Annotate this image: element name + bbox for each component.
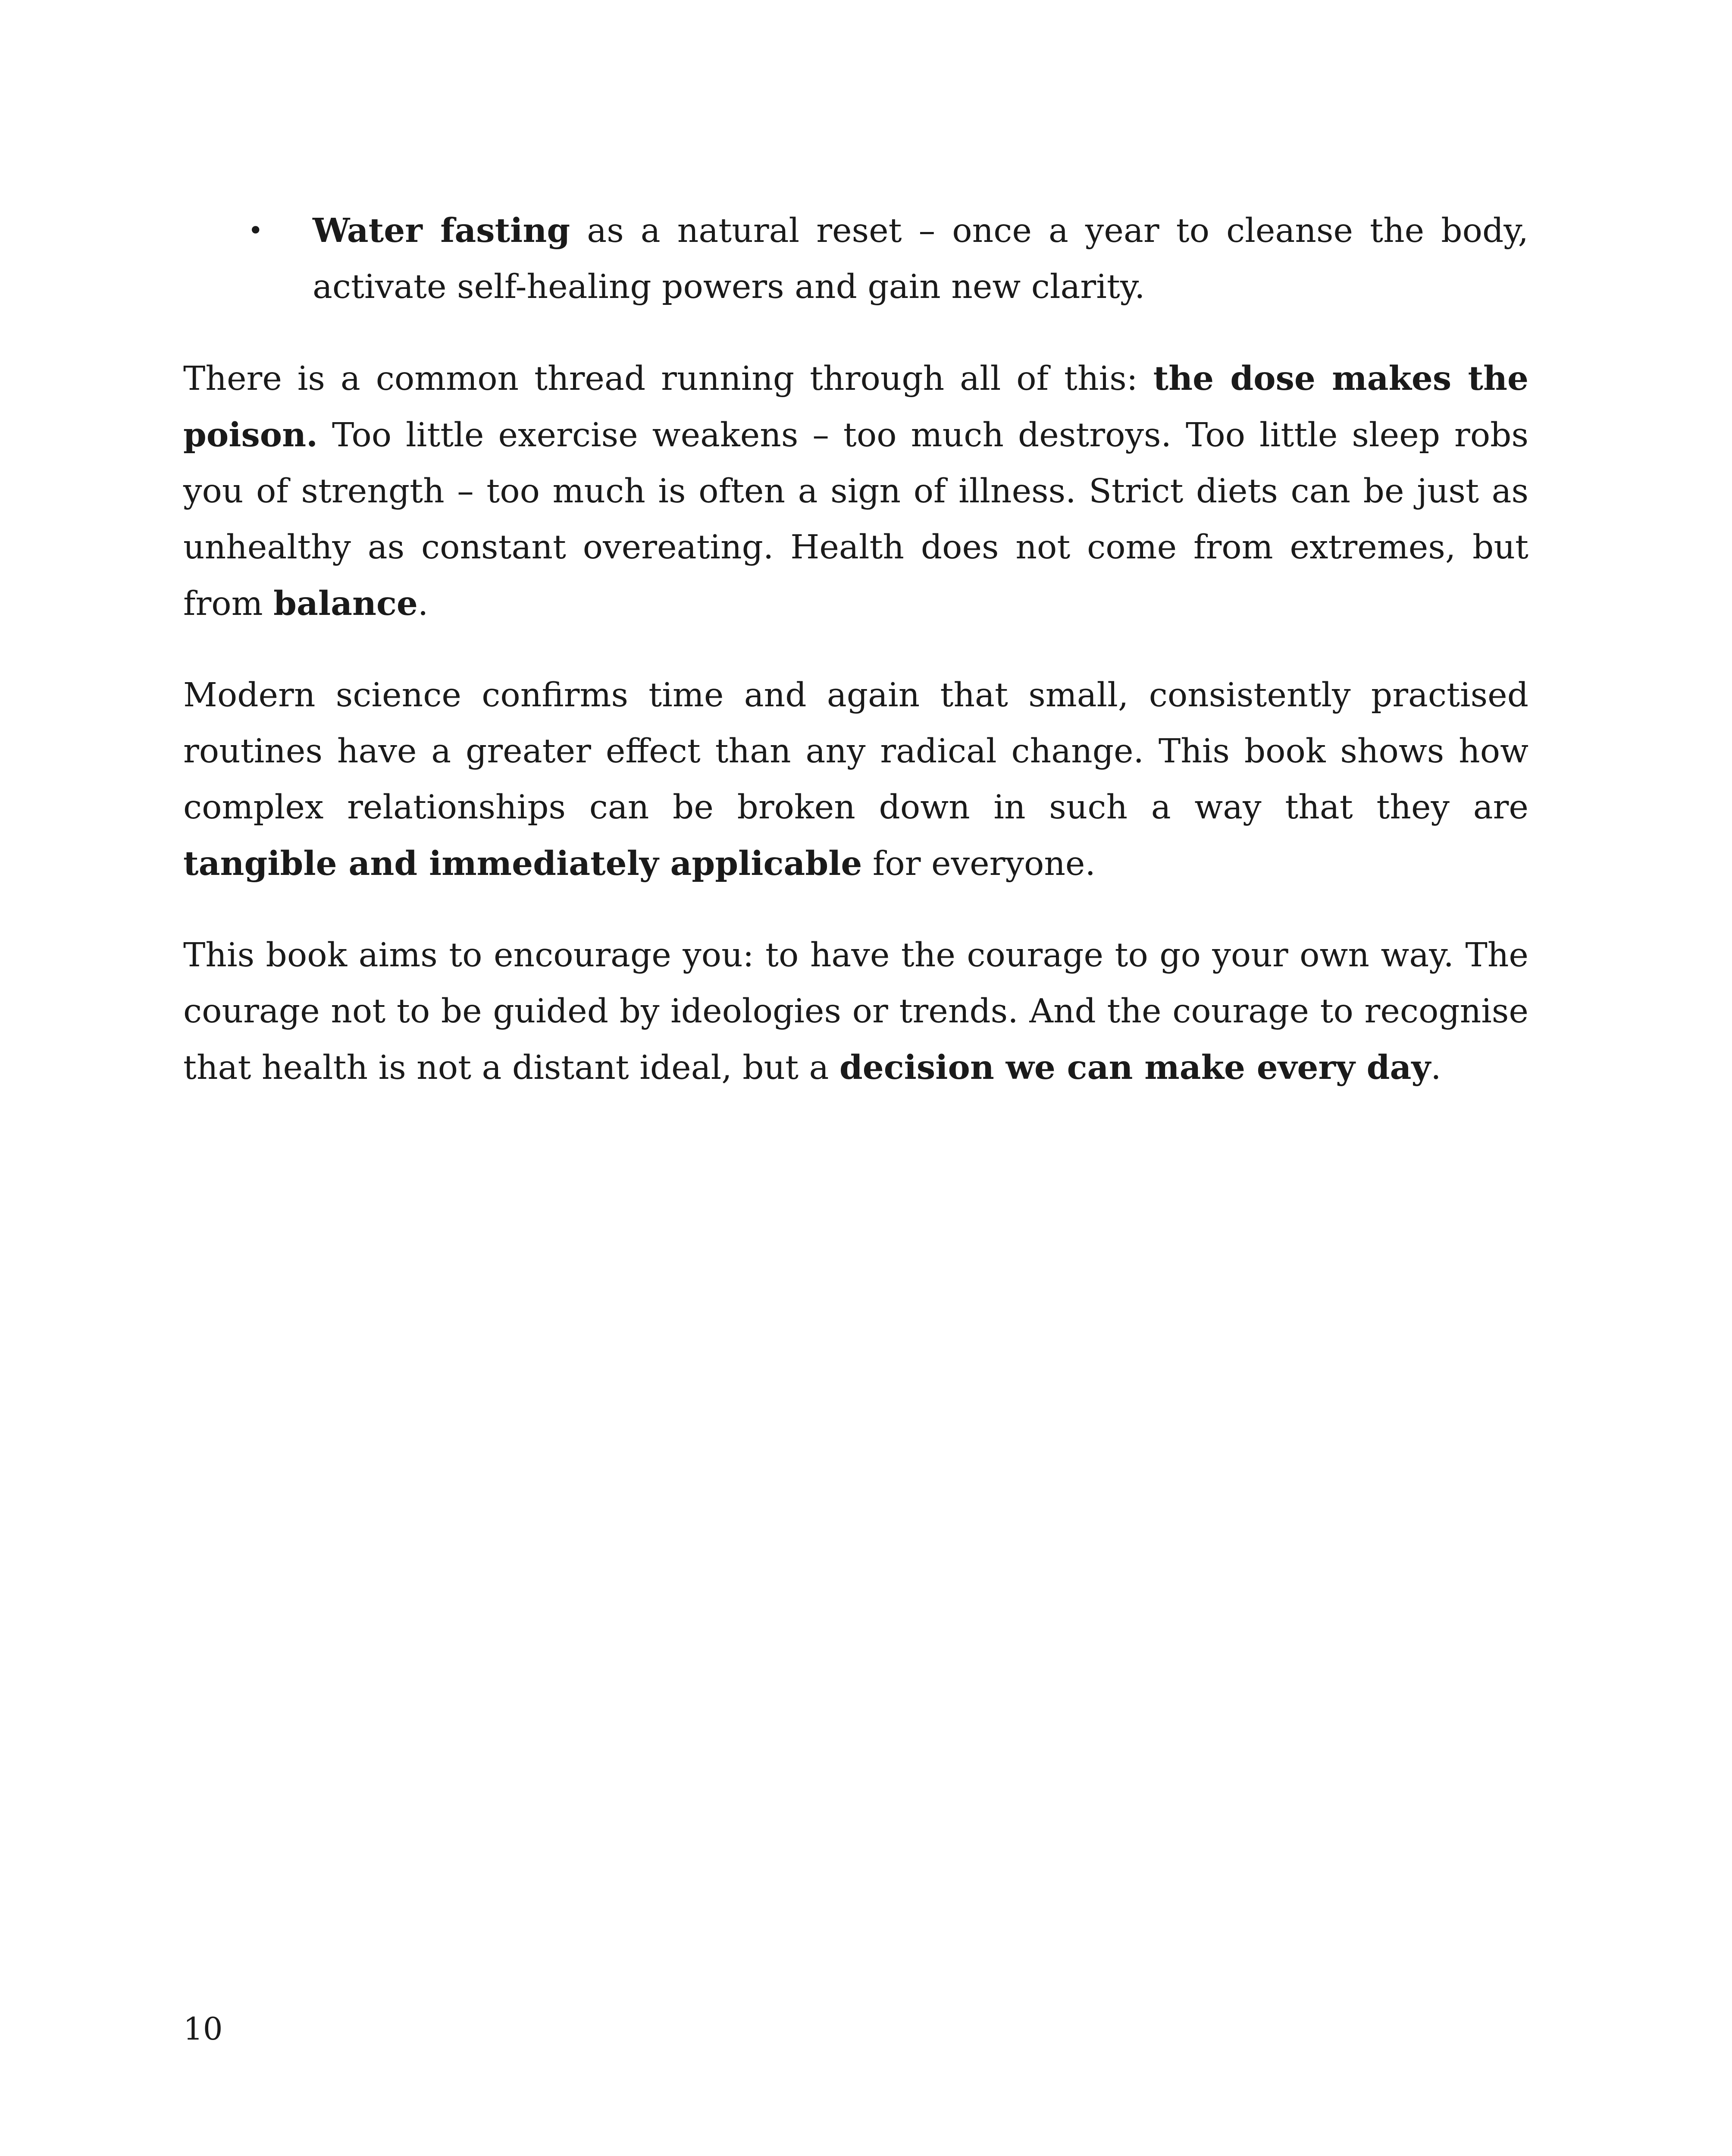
paragraph-bold-text: balance [273, 584, 418, 623]
paragraph-text: for everyone. [862, 845, 1096, 883]
page-number: 10 [183, 2011, 223, 2047]
paragraph-bold-text: the dose makes the poison. [183, 359, 1528, 454]
paragraph-dose-makes-poison [183, 351, 1528, 632]
paragraph-text: . [1431, 1049, 1441, 1087]
paragraph-modern-science [183, 667, 1528, 892]
paragraph-text: There is a common thread running through all of this: [183, 360, 1153, 398]
paragraph-text: Too little exercise weakens – too much destroys. Too little sleep robs you of strength – too much is often a sign of illness. Strict diets can be just as unhealthy as constant overeating. Health does not come from extremes, but from [183, 416, 1528, 623]
bullet-point: • [248, 216, 263, 246]
bullet-text: as a natural reset – once a year to cleanse the body, activate self-healing powers and gain new clarity. [313, 212, 1528, 306]
paragraph-bold-text: decision we can make every day [839, 1048, 1431, 1087]
paragraph-bold-text: tangible and immediately applicable [183, 844, 862, 883]
bullet-item-water-fasting [183, 203, 1528, 315]
bullet-bold-term: Water fasting [313, 211, 570, 250]
paragraph-text: . [417, 585, 429, 623]
paragraph-text: This book aims to encourage you: to have the courage to go your own way. The courage not to be guided by ideologies or trends. And the courage to recognise that health is not a distant ideal, but a [183, 936, 1528, 1087]
paragraph-text: Modern science confirms time and again that small, consistently practised routines have a greater effect than any radical change. This book shows how complex relationships can be broken down in such a way that they are [183, 676, 1528, 827]
paragraph-courage [183, 928, 1528, 1096]
page-body [183, 203, 1528, 1131]
